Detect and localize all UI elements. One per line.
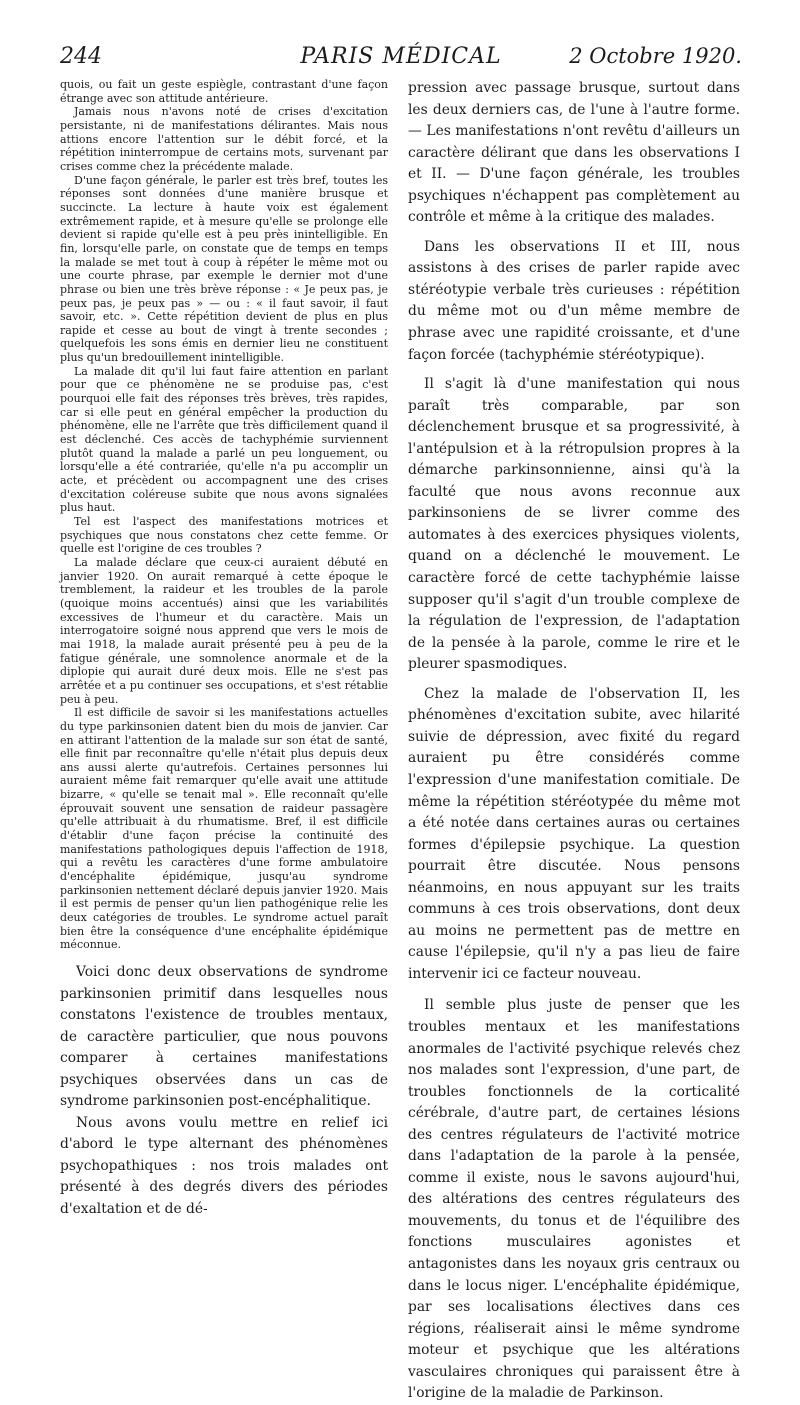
case-report-small-print	[60, 78, 388, 952]
paragraph: Tel est l'aspect des manifestations motrices et psychiques que nous constatons chez cette femme. Or quelle est l'origine de ces troubles ?	[60, 515, 388, 556]
paragraph: La malade dit qu'il lui faut faire attention en parlant pour que ce phénomène ne se produise pas, c'est pourquoi elle fait des réponses très brèves, très rapides, car si elle peut en général empêcher la production du phénomène, elle ne l'arrête que très difficilement quand il est déclenché. Ces accès de tachyphémie surviennent plutôt quand la malade a parlé un peu longuement, ou lorsqu'elle a été contrariée, qu'elle n'a pu accomplir un acte, et précèdent ou accompagnent une des crises d'excitation coléreuse subite que nous avons signalées plus haut.	[60, 364, 388, 515]
left-column	[60, 78, 388, 1221]
journal-title: PARIS MÉDICAL	[300, 44, 502, 69]
paragraph: pression avec passage brusque, surtout dans les deux derniers cas, de l'une à l'autre forme.— Les manifestations n'ont revêtu d'ailleurs un caractère délirant que dans les observations I et II. — D'une façon générale, les troubles psychiques n'échappent pas complètement au contrôle et même à la critique des malades.	[408, 80, 740, 226]
paragraph: Jamais nous n'avons noté de crises d'excitation persistante, ni de manifestations délirantes. Mais nous attions encore l'attention sur le débit forcé, et la répétition ininterrompue de certains mots, survenant par crises comme chez la précédente malade.	[60, 105, 388, 173]
paragraph: D'une façon générale, le parler est très bref, toutes les réponses sont données d'une manière brusque et succincte. La lecture à haute voix est également extrêmement rapide, et à mesure qu'elle se prolonge elle devient si rapide qu'elle est à peu près inintelligible. En fin, lorsqu'elle parle, on constate que de temps en temps la malade se met tout à coup à répéter le même mot ou une courte phrase, par exemple le dernier mot d'une phrase ou bien une très brève réponse : « Je peux pas, je peux pas, je peux pas » — ou : « il faut savoir, il faut savoir, etc. ». Cette répétition devient de plus en plus rapide et cesse au bout de vingt à trente secondes ; quelquefois les sons émis en dernier lieu ne constituent plus qu'un bredouillement inintelligible.	[60, 173, 388, 365]
paragraph: Chez la malade de l'observation II, les phénomènes d'excitation subite, avec hilarité suivie de dépression, avec fixité du regard auraient pu être considérés comme l'expression d'une manifestation comitiale. De même la répétition stéréotypée du même mot a été notée dans certaines auras ou certaines formes d'épilepsie psychique. La question pourrait être discutée. Nous pensons néanmoins, en nous appuyant sur les traits communs à ces trois observations, dont deux au moins ne permettent pas de mettre en cause l'épilepsie, qu'il n'y a pas lieu de faire intervenir ici ce facteur nouveau.	[408, 685, 740, 982]
page-number: 244	[60, 44, 102, 69]
paragraph: quois, ou fait un geste espiègle, contrastant d'une façon étrange avec son attitude antérieure.	[60, 78, 388, 105]
right-column	[408, 78, 740, 1405]
paragraph: La malade déclare que ceux-ci auraient débuté en janvier 1920. On aurait remarqué à cette époque le tremblement, la raideur et les troubles de la parole (quoique moins accentués) ainsi que les variabilités excessives de l'humeur et du caractère. Mais un interrogatoire soigné nous apprend que vers le mois de mai 1918, la malade aurait présenté peu à peu de la fatigue générale, une somnolence anormale et de la diplopie qui aurait duré deux mois. Elle ne s'est pas arrêtée et a pu continuer ses occupations, et s'est rétablie peu à peu.	[60, 555, 388, 706]
paragraph: Dans les observations II et III, nous assistons à des crises de parler rapide avec stéréotypie verbale très curieuses : répétition du même mot ou d'un même membre de phrase avec une rapidité croissante, et d'une façon forcée (tachyphémie stéréotypique).	[408, 238, 740, 363]
paragraph: Voici donc deux observations de syndrome parkinsonien primitif dans lesquelles nous constatons l'existence de troubles mentaux, de caractère particulier, que nous pouvons comparer à certaines manifestations psychiques observées dans un cas de syndrome parkinsonien post-encéphalitique.	[60, 964, 388, 1110]
paragraph: Il est difficile de savoir si les manifestations actuelles du type parkinsonien datent bien du mois de janvier. Car en attirant l'attention de la malade sur son état de santé, elle finit par reconnaître qu'elle n'était plus depuis deux ans aussi alerte qu'autrefois. Certaines personnes lui auraient même fait remarquer qu'elle avait une attitude bizarre, « qu'elle se tenait mal ». Elle reconnaît qu'elle éprouvait souvent une sensation de raideur passagère qu'elle attribuait à du rhumatisme. Bref, il est difficile d'établir d'une façon précise la continuité des manifestations pathologiques depuis l'affection de 1918, qui a revêtu les caractères d'une forme ambulatoire d'encéphalite épidémique, jusqu'au syndrome parkinsonien nettement déclaré depuis janvier 1920. Mais il est permis de penser qu'un lien pathogénique relie les deux catégories de troubles. Le syndrome actuel paraît bien être la conséquence d'une encéphalite épidémique méconnue.	[60, 706, 388, 952]
discussion-text	[60, 962, 388, 1221]
issue-date: 2 Octobre 1920.	[569, 44, 742, 68]
paragraph: Nous avons voulu mettre en relief ici d'abord le type alternant des phénomènes psychopathiques : nos trois malades ont présenté à des degrés divers des périodes d'exaltation et de dé-	[60, 1114, 388, 1218]
paragraph: Il s'agit là d'une manifestation qui nous paraît très comparable, par son déclenchement brusque et sa progressivité, à l'antépulsion et à la rétropulsion propres à la démarche parkinsonnienne, ainsi qu'à la faculté que nous avons reconnue aux parkinsoniens de se livrer comme des automates à des exercices physiques violents, quand on a déclenché le mouvement. Le caractère forcé de cette tachyphémie laisse supposer qu'il s'agit d'un trouble complexe de la régulation de l'expression, de l'adaptation de la pensée à la parole, comme le rire et le pleurer spasmodiques.	[408, 376, 740, 673]
paragraph: Il semble plus juste de penser que les troubles mentaux et les manifestations anormales de l'activité psychique relevés chez nos malades sont l'expression, d'une part, de troubles fonctionnels de la corticalité cérébrale, d'autre part, de certaines lésions des centres régulateurs de l'activité motrice dans l'adaptation de la parole à la pensée, comme il existe, nous le savons aujourd'hui, des altérations des centres régulateurs des mouvements, du tonus et de l'équilibre des fonctions musculaires agonistes et antagonistes dans les noyaux gris centraux ou dans le locus niger. L'encéphalite épidémique, par ses localisations électives dans ces régions, réaliserait ainsi le même syndrome moteur et psychique que les altérations vasculaires chroniques qui paraissent être à l'origine de la maladie de Parkinson.	[408, 997, 740, 1402]
running-header	[60, 44, 742, 74]
